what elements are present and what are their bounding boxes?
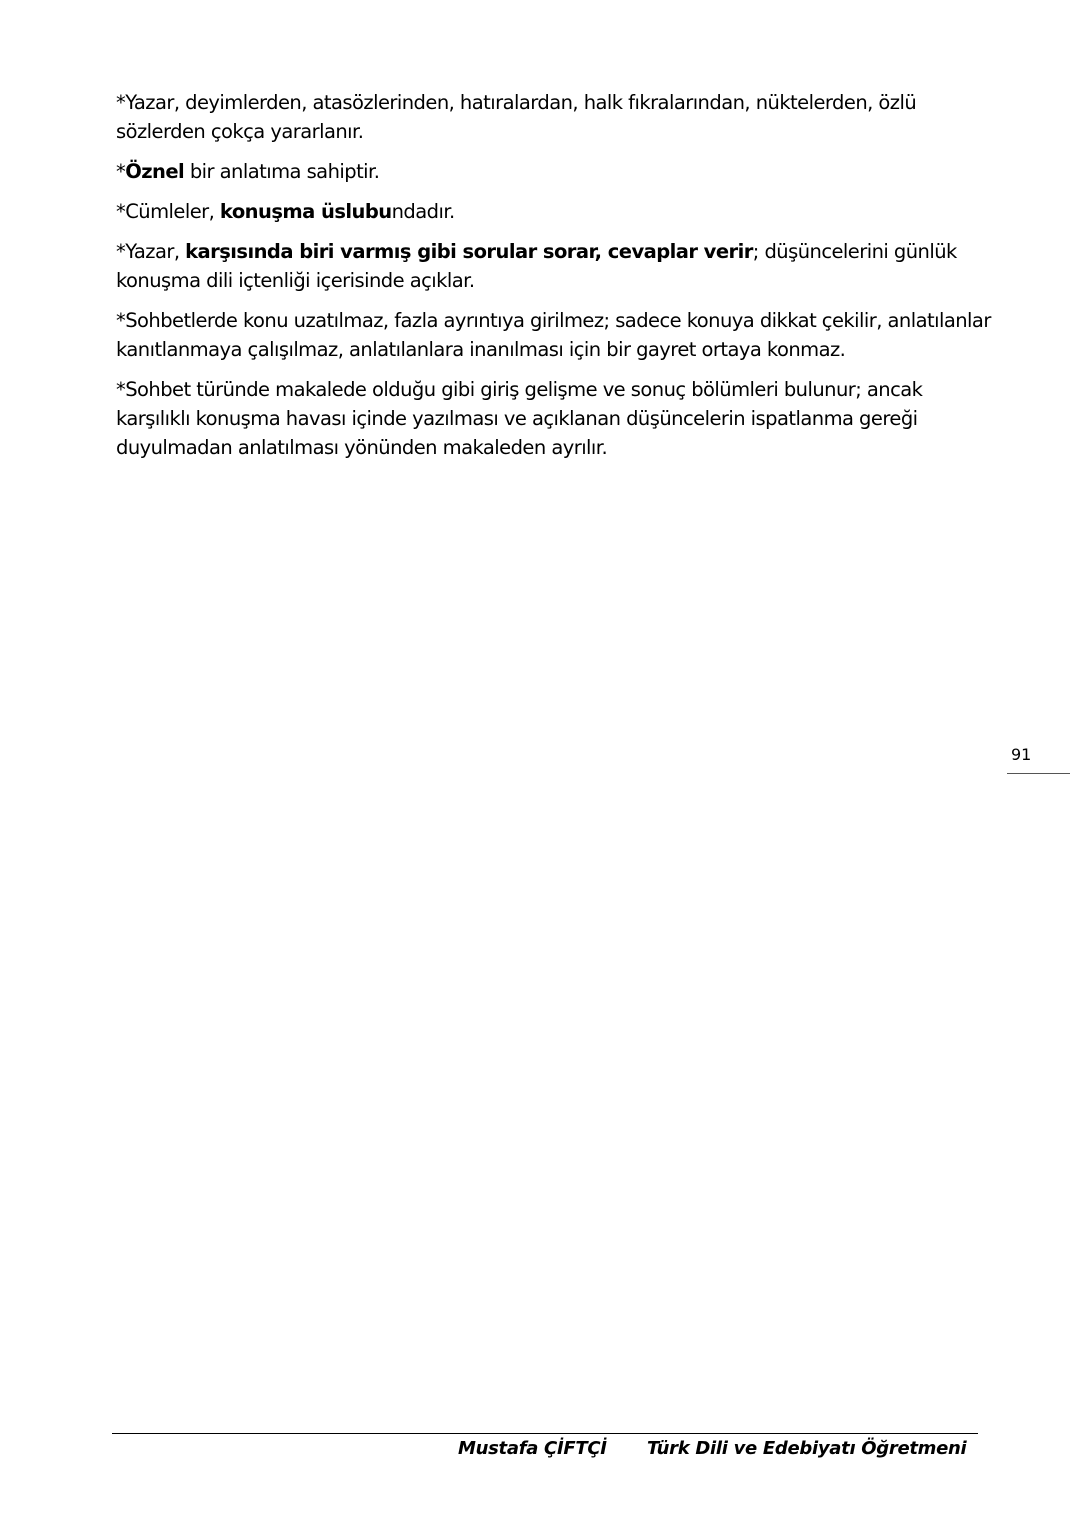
paragraph-1-text: *Yazar, deyimlerden, atasözlerinden, hatıralardan, halk fıkralarından, nüktelerden, özlü sözlerden çokça yararlanır. xyxy=(116,91,917,143)
paragraph-3-bold-term: konuşma üslubu xyxy=(219,200,392,223)
paragraph-2-prefix: * xyxy=(116,160,126,183)
paragraph-4-bold-term: karşısında biri varmış gibi sorular sorar, cevaplar verir xyxy=(185,240,753,263)
paragraph-2-bold-term: Öznel xyxy=(125,160,185,183)
paragraph-6-text: *Sohbet türünde makalede olduğu gibi giriş gelişme ve sonuç bölümleri bulunur; ancak karşılıklı konuşma havası içinde yazılması ve açıklanan düşüncelerin ispatlanma gereği duyulmadan anlatılması yönünden makaleden ayrılır. xyxy=(116,378,923,459)
paragraph-6 xyxy=(116,375,996,462)
paragraph-4-prefix: *Yazar, xyxy=(116,240,186,263)
paragraph-4 xyxy=(116,237,996,295)
paragraph-5 xyxy=(116,306,996,364)
paragraph-3-rest: ndadır. xyxy=(391,200,455,223)
paragraph-1 xyxy=(116,88,996,146)
footer-author: Mustafa ÇİFTÇİ xyxy=(458,1438,607,1459)
paragraph-2 xyxy=(116,157,996,186)
paragraph-3-prefix: *Cümleler, xyxy=(116,200,220,223)
page-number-divider xyxy=(1007,773,1070,774)
paragraph-3 xyxy=(116,197,996,226)
paragraph-2-rest: bir anlatıma sahiptir. xyxy=(184,160,380,183)
page-number: 91 xyxy=(1011,745,1032,764)
footer-divider xyxy=(112,1433,978,1434)
footer-role: Türk Dili ve Edebiyatı Öğretmeni xyxy=(647,1438,967,1459)
paragraph-5-text: *Sohbetlerde konu uzatılmaz, fazla ayrıntıya girilmez; sadece konuya dikkat çekilir, anlatılanlar kanıtlanmaya çalışılmaz, anlatılanlara inanılması için bir gayret ortaya konmaz. xyxy=(116,309,991,361)
paragraph-4-rest: ; düşüncelerini günlük konuşma dili içtenliği içerisinde açıklar. xyxy=(116,240,957,292)
document-body xyxy=(116,88,996,473)
